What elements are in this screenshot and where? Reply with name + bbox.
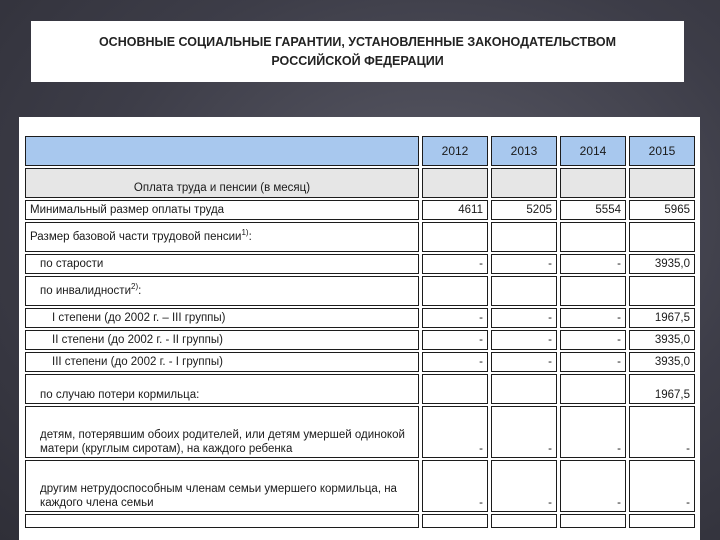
year-header-2015: 2015 [629, 136, 695, 166]
table-row [25, 276, 695, 306]
row-label: по инвалидности$^{2)}$: [25, 276, 419, 306]
row-value: - [560, 460, 626, 512]
year-header-2012: 2012 [422, 136, 488, 166]
row-value: - [491, 406, 557, 458]
row-value [491, 276, 557, 306]
row-label: III степени (до 2002 г. - I группы) [25, 352, 419, 372]
row-value [560, 374, 626, 404]
row-value: - [422, 330, 488, 350]
row-label: Минимальный размер оплаты труда [25, 200, 419, 220]
row-label: другим нетрудоспособным членам семьи умершего кормильца, на каждого члена семьи [25, 460, 419, 512]
row-value: - [491, 308, 557, 328]
row-label: II степени (до 2002 г. - II группы) [25, 330, 419, 350]
row-value: - [629, 406, 695, 458]
section-title: Оплата труда и пенсии (в месяц) [25, 168, 419, 198]
row-value: - [491, 352, 557, 372]
row-value: 1967,5 [629, 308, 695, 328]
section-cell [422, 168, 488, 198]
row-value: - [491, 460, 557, 512]
row-value: - [560, 254, 626, 274]
section-cell [560, 168, 626, 198]
table-row [25, 352, 695, 372]
slide-title-box [31, 21, 684, 82]
row-value: - [422, 460, 488, 512]
table-row [25, 460, 695, 512]
row-value [491, 374, 557, 404]
table-row [25, 330, 695, 350]
slide-title-line-2: РОССИЙСКОЙ ФЕДЕРАЦИИ [271, 53, 444, 68]
row-value [629, 222, 695, 252]
row-value [491, 514, 557, 528]
row-value [560, 222, 626, 252]
section-note: (в месяц) [260, 182, 311, 194]
row-label [25, 514, 419, 528]
table-header-row [25, 136, 695, 166]
row-label: I степени (до 2002 г. – III группы) [25, 308, 419, 328]
row-value: - [422, 308, 488, 328]
document-page [19, 117, 700, 540]
table-row [25, 406, 695, 458]
row-value [422, 514, 488, 528]
row-value: - [422, 352, 488, 372]
table-row [25, 200, 695, 220]
row-value: 5554 [560, 200, 626, 220]
row-value: 1967,5 [629, 374, 695, 404]
section-cell [491, 168, 557, 198]
table-row [25, 222, 695, 252]
row-label: по случаю потери кормильца: [25, 374, 419, 404]
pension-table [22, 134, 698, 530]
section-row [25, 168, 695, 198]
row-value: - [491, 254, 557, 274]
table-row [25, 308, 695, 328]
row-value [629, 276, 695, 306]
row-value [491, 222, 557, 252]
row-value [422, 276, 488, 306]
table-row [25, 254, 695, 274]
row-value [422, 374, 488, 404]
row-value [422, 222, 488, 252]
row-value: - [560, 308, 626, 328]
row-label: детям, потерявшим обоих родителей, или детям умершей одинокой матери (круглым сиротам), на каждого ребенка [25, 406, 419, 458]
row-value [629, 514, 695, 528]
row-value: 3935,0 [629, 352, 695, 372]
row-value: - [560, 406, 626, 458]
footnote-mark: 1) [241, 228, 249, 238]
row-value: - [560, 330, 626, 350]
row-value: 3935,0 [629, 254, 695, 274]
row-value: - [422, 254, 488, 274]
footnote-mark: 2) [131, 282, 139, 292]
row-value: - [422, 406, 488, 458]
row-value: 4611 [422, 200, 488, 220]
row-value [560, 514, 626, 528]
row-value: 5205 [491, 200, 557, 220]
row-value: 5965 [629, 200, 695, 220]
row-label: Размер базовой части трудовой пенсии$^{1)}$: [25, 222, 419, 252]
row-value: - [491, 330, 557, 350]
section-cell [629, 168, 695, 198]
year-header-2013: 2013 [491, 136, 557, 166]
row-label: по старости [25, 254, 419, 274]
row-value [560, 276, 626, 306]
row-value: - [560, 352, 626, 372]
row-value: 3935,0 [629, 330, 695, 350]
header-label-cell [25, 136, 419, 166]
slide-title-line-1: ОСНОВНЫЕ СОЦИАЛЬНЫЕ ГАРАНТИИ, УСТАНОВЛЕННЫЕ ЗАКОНОДАТЕЛЬСТВОМ [98, 34, 617, 49]
year-header-2014: 2014 [560, 136, 626, 166]
table-row [25, 374, 695, 404]
table-row-cutoff [25, 514, 695, 528]
row-value: - [629, 460, 695, 512]
